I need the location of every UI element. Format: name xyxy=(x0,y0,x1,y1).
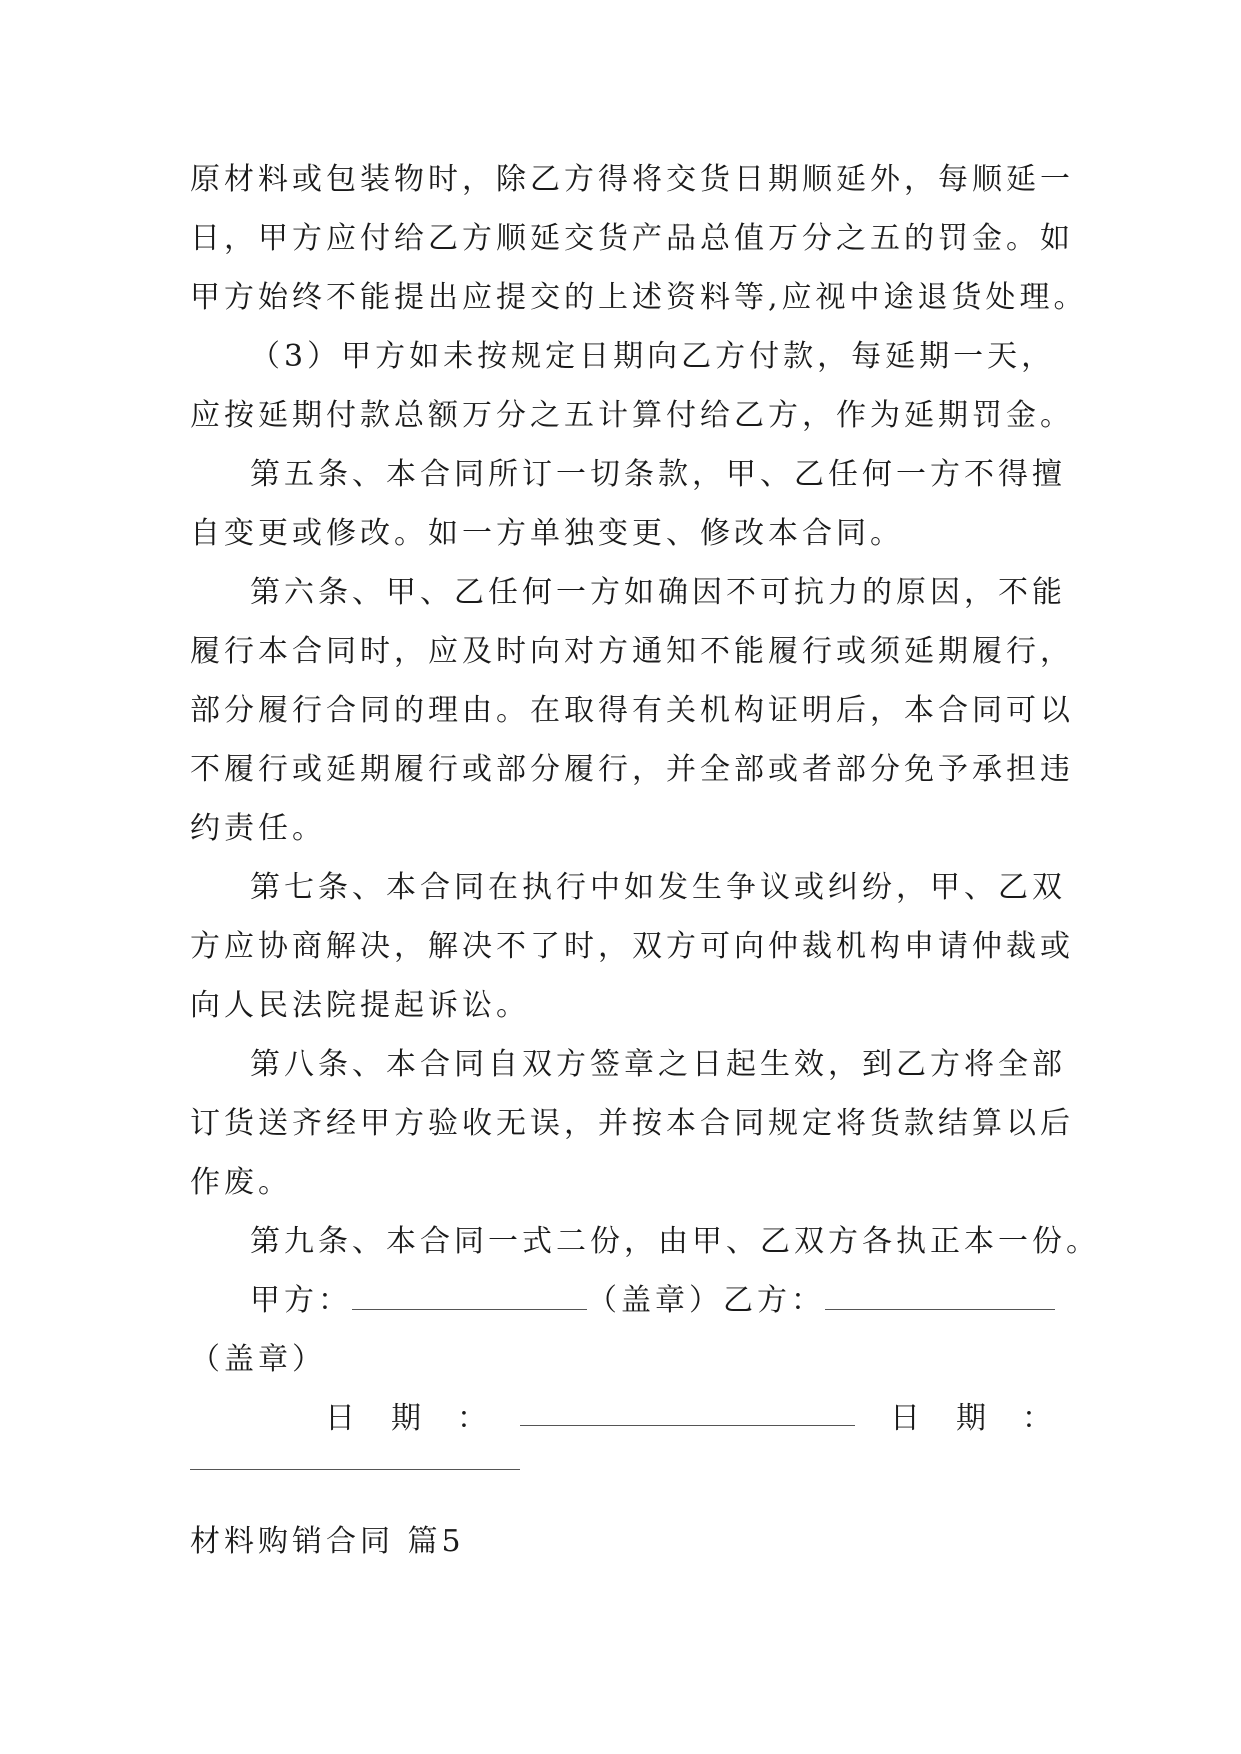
date-blank-a xyxy=(520,1425,855,1426)
text-line: 向人民法院提起诉讼。 xyxy=(190,988,530,1023)
text-line: 第七条、本合同在执行中如发生争议或纠纷，甲、乙双 xyxy=(250,870,1066,905)
party-b-label: （盖章）乙方： xyxy=(587,1283,825,1318)
date-label-b: 日期： xyxy=(890,1401,1088,1436)
text-line: 第八条、本合同自双方签章之日起生效，到乙方将全部 xyxy=(250,1047,1066,1082)
text-line: 第五条、本合同所订一切条款，甲、乙任何一方不得擅 xyxy=(250,457,1066,492)
text-line: 甲方始终不能提出应提交的上述资料等,应视中途退货处理。 xyxy=(190,280,1088,315)
text-line: 第九条、本合同一式二份，由甲、乙双方各执正本一份。 xyxy=(250,1224,1100,1259)
text-line: 不履行或延期履行或部分履行，并全部或者部分免予承担违 xyxy=(190,752,1074,787)
text-line: 自变更或修改。如一方单独变更、修改本合同。 xyxy=(190,516,904,551)
text-line: 部分履行合同的理由。在取得有关机构证明后，本合同可以 xyxy=(190,693,1074,728)
date-row xyxy=(190,1389,1090,1448)
text-line: 作废。 xyxy=(190,1165,292,1200)
signature-row xyxy=(190,1271,1090,1330)
text-line: 日，甲方应付给乙方顺延交货产品总值万分之五的罚金。如 xyxy=(190,221,1074,256)
document-body xyxy=(190,150,1100,1559)
text-line: （3）甲方如未按规定日期向乙方付款，每延期一天， xyxy=(250,339,1056,374)
date-label-a: 日期： xyxy=(325,1401,523,1436)
seal-label: （盖章） xyxy=(190,1342,326,1377)
text-line: 应按延期付款总额万分之五计算付给乙方，作为延期罚金。 xyxy=(190,398,1074,433)
party-a-label: 甲方： xyxy=(250,1283,352,1318)
party-b-signature-blank xyxy=(825,1287,1055,1310)
text-line: 约责任。 xyxy=(190,811,326,846)
party-a-signature-blank xyxy=(352,1287,587,1310)
section-title: 材料购销合同 篇5 xyxy=(190,1524,465,1559)
text-line: 订货送齐经甲方验收无误，并按本合同规定将货款结算以后 xyxy=(190,1106,1074,1141)
text-line: 履行本合同时，应及时向对方通知不能履行或须延期履行， xyxy=(190,634,1074,669)
text-line: 方应协商解决，解决不了时，双方可向仲裁机构申请仲裁或 xyxy=(190,929,1074,964)
text-line: 第六条、甲、乙任何一方如确因不可抗力的原因，不能 xyxy=(250,575,1066,610)
date-blank-b xyxy=(190,1469,520,1470)
text-line: 原材料或包装物时，除乙方得将交货日期顺延外，每顺延一 xyxy=(190,162,1074,197)
